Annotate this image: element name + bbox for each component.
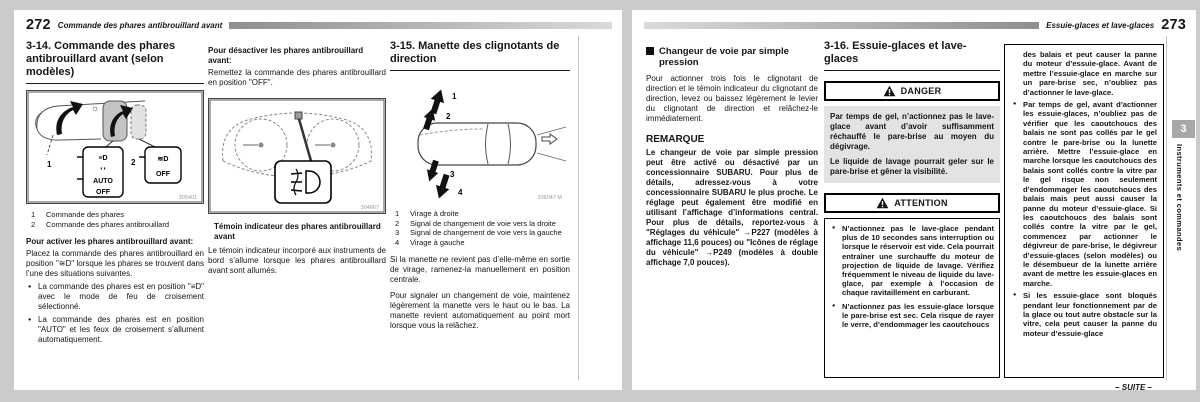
subsection-heading-text: Changeur de voie par simple pression xyxy=(659,46,789,68)
legend-number: 4 xyxy=(395,237,400,247)
section-title-3-16: 3-16. Essuie-glaces et lave-glaces xyxy=(824,40,1000,71)
figure-legend xyxy=(26,210,204,229)
figure-code: 304867 xyxy=(360,205,379,211)
legend-item xyxy=(390,219,570,229)
attention-continuation-box xyxy=(1004,44,1164,378)
auto-position-label: AUTO xyxy=(93,178,113,185)
callout-number-1: 1 xyxy=(47,160,52,169)
continued-marker: – SUITE – xyxy=(1115,383,1152,392)
activate-bullet: ● La commande des phares est en position "AUTO" et les feux de croisement s’allument automatiquement. xyxy=(26,315,204,345)
turn-signal-diagram xyxy=(390,77,568,203)
activate-bullet: ● La commande des phares est en position "≡D" avec le mode de feu de croisement sélectionné. xyxy=(26,282,204,312)
legend-number: 3 xyxy=(395,228,400,237)
danger-para: Par temps de gel, n’actionnez pas le lave-glace avant d’avoir suffisamment réchauffé le pare-brise au moyen du dégivrage. xyxy=(830,112,994,151)
running-header-right xyxy=(644,16,1186,34)
section-title-3-14: 3-14. Commande des phares antibrouillard avant (selon modèles) xyxy=(26,40,204,84)
note-body: Le changeur de voie par simple pression peut être activé ou désactivé par un concessionnaire SUBARU. Pour plus de détails, adressez-vous à votre concessionnaire SUBARU le plus proche. Le réglage peut également être modifié en utilisant l’affichage d’informations central. Pour plus de détails, reportez-vous à "Réglages du véhicule" →P227 (modèles à affichage 11,6 pouces) ou "Icônes de réglage du véhicule" →P249 (modèles à double affichage 7,0 pouces). xyxy=(646,148,818,267)
attention-bullet: ● N’actionnez pas les essuie-glace lorsque le pare-brise est sec. Cela risque de rayer le verre, d’endommager les caoutchoucs xyxy=(830,302,994,330)
column-fog-light-control xyxy=(26,40,204,345)
chapter-tab xyxy=(1172,120,1195,138)
figure-code: 306047 M xyxy=(537,195,562,201)
danger-label: DANGER xyxy=(900,86,942,96)
header-rule-bar xyxy=(644,22,1039,29)
lever-up-arrow xyxy=(420,87,447,131)
figure-legend xyxy=(390,209,570,247)
turn-signal-para2: Pour signaler un changement de voie, maintenez légèrement la manette vers le haut ou le bas. La manette revient automatiquement au point mort lorsque vous la relâchez. xyxy=(390,291,570,330)
legend-text: Virage à droite xyxy=(410,209,459,218)
page-margin-rule xyxy=(1166,36,1167,380)
warning-triangle-icon xyxy=(876,197,889,209)
attention-label: ATTENTION xyxy=(894,198,948,208)
fog-light-icon: ≋D xyxy=(157,156,169,163)
running-header-left xyxy=(26,16,612,34)
callout-number-3: 3 xyxy=(450,170,455,179)
lane-changer-para: Pour actionner trois fois le clignotant de direction et le témoin indicateur du clignotant de direction, levez ou baissez légèrement le levier du clignotant de direction et relâchez-le immédiatement. xyxy=(646,74,818,123)
steer-direction-icon xyxy=(542,134,557,144)
legend-text: Virage à gauche xyxy=(410,237,465,247)
attention-bullet: ● Par temps de gel, avant d’actionner les essuie-glaces, n’oubliez pas de vérifier que les caoutchoucs des balais ne sont pas collés par le gel contre le pare-brise ou la lunette arrière. Mettre l’essuie-glace en marche lorsque les caoutchoucs des balais sont collés contre la vitre par le gel risque non seulement d’endommager les caoutchoucs des balais mais peut aussi causer la panne du moteur d’essuie-glace. Si les caoutchoucs des balais sont collés contre la vitre par le gel, commencez par actionner le dégivreur de pare-brise, le dégivreur d’essuie-glaces (selon modèles) ou le désembueur de la lunette arrière avant de mettre les essuie-glaces en marche. xyxy=(1011,100,1157,288)
clearance-lamp-icon: ◖◗ xyxy=(99,166,107,172)
note-title: REMARQUE xyxy=(646,134,705,145)
figure-caption: Témoin indicateur des phares antibrouillard avant xyxy=(214,222,381,241)
indicator-lamp xyxy=(295,112,302,119)
warning-triangle-icon xyxy=(883,85,896,97)
activate-intro: Placez la commande des phares antibrouillard en position "≋D" lorsque les phares se trouvent dans l’une des situations suivantes. xyxy=(26,249,204,278)
chapter-title-vertical: Instruments et commandes xyxy=(1175,144,1184,252)
attention-continuation-text: des balais et peut causer la panne du moteur d’essuie-glace. Avant de mettre l’essuie-glace en marche sur un pare-brise sec, n’oubliez pas d’actionner le lave-glace. xyxy=(1023,50,1157,97)
attention-bullet: ● Si les essuie-glace sont bloqués pendant leur fonctionnement par de la glace ou tout autre obstacle sur la vitre, cela peut causer la panne du moteur d’essuie-glace xyxy=(1011,291,1157,338)
figure-code: 305401 xyxy=(178,195,197,201)
running-header-title: Commande des phares antibrouillard avant xyxy=(57,20,223,30)
legend-text: Commande des phares xyxy=(46,210,124,219)
column-attention-continued xyxy=(1004,40,1164,392)
page-margin-rule xyxy=(578,36,579,380)
headlight-beam-icon: ≡D xyxy=(98,155,108,162)
legend-number: 2 xyxy=(395,218,400,228)
legend-item xyxy=(390,209,570,219)
column-fog-light-indicator xyxy=(208,40,386,276)
legend-text: Signal de changement de voie vers la droite xyxy=(410,218,556,228)
column-turn-signal xyxy=(390,40,570,331)
legend-number: 1 xyxy=(395,209,400,218)
turn-signal-para1: Si la manette ne revient pas d’elle-même en sortie de virage, ramenez-la manuellement en position centrale. xyxy=(390,255,570,284)
figure-instrument-cluster xyxy=(208,98,386,214)
section-title-3-15: 3-15. Manette des clignotants de direction xyxy=(390,40,570,71)
callout-number-4: 4 xyxy=(458,188,463,197)
callout-number-1: 1 xyxy=(452,92,457,101)
legend-item xyxy=(390,228,570,238)
light-sun-icon: ☼ xyxy=(91,103,100,113)
deactivate-text: Remettez la commande des phares antibrouillard en position "OFF". xyxy=(208,68,386,87)
instrument-cluster-diagram xyxy=(209,99,385,213)
figure-turn-signal-car xyxy=(390,77,570,203)
attention-body xyxy=(824,218,1000,378)
off-position-label: OFF xyxy=(96,189,110,196)
legend-text: Commande des phares antibrouillard xyxy=(46,219,169,229)
indicator-callout xyxy=(275,161,331,203)
legend-number: 2 xyxy=(31,219,36,229)
column-lane-changer xyxy=(646,40,818,268)
callout-number-2: 2 xyxy=(446,112,451,121)
legend-item xyxy=(26,210,204,220)
section-square-marker xyxy=(646,47,654,55)
legend-number: 1 xyxy=(31,210,36,219)
manual-page-272 xyxy=(14,10,622,390)
attention-header xyxy=(824,193,1000,213)
fog-light-switch-diagram xyxy=(27,91,203,203)
header-rule-bar xyxy=(229,22,612,29)
callout-number-2: 2 xyxy=(131,158,136,167)
running-header-title: Essuie-glaces et lave-glaces xyxy=(1046,20,1155,30)
legend-item xyxy=(26,220,204,230)
activate-heading: Pour activer les phares antibrouillard avant: xyxy=(26,237,194,246)
fog-off-label: OFF xyxy=(156,171,170,178)
legend-item xyxy=(390,238,570,248)
fog-collar xyxy=(131,105,146,139)
chapter-number: 3 xyxy=(1180,123,1187,135)
subsection-heading xyxy=(646,46,818,68)
column-wipers-warnings xyxy=(824,40,1000,378)
page-number: 273 xyxy=(1161,17,1186,33)
manual-page-273 xyxy=(632,10,1196,390)
figure-fog-light-switch xyxy=(26,90,204,204)
danger-para: Le liquide de lavage pourrait geler sur le pare-brise et gêner la visibilité. xyxy=(830,157,994,176)
danger-body xyxy=(824,106,1000,183)
legend-text: Signal de changement de voie vers la gauche xyxy=(410,228,562,237)
deactivate-heading: Pour désactiver les phares antibrouillard avant: xyxy=(208,46,364,65)
indicator-text: Le témoin indicateur incorporé aux instruments de bord s’allume lorsque les phares antibrouillard avant sont allumés. xyxy=(208,246,386,275)
attention-bullet: ● N’actionnez pas le lave-glace pendant plus de 10 secondes sans interruption ou lorsque le réservoir est vide. Cela pourrait entraîner une surchauffe du moteur de projection de liquide de lavage. Vérifiez fréquemment le niveau de liquide du lave-glace, par exemple à l’occasion de chaque ravitaillement en carburant. xyxy=(830,224,994,298)
danger-header xyxy=(824,81,1000,101)
page-number: 272 xyxy=(26,17,51,33)
